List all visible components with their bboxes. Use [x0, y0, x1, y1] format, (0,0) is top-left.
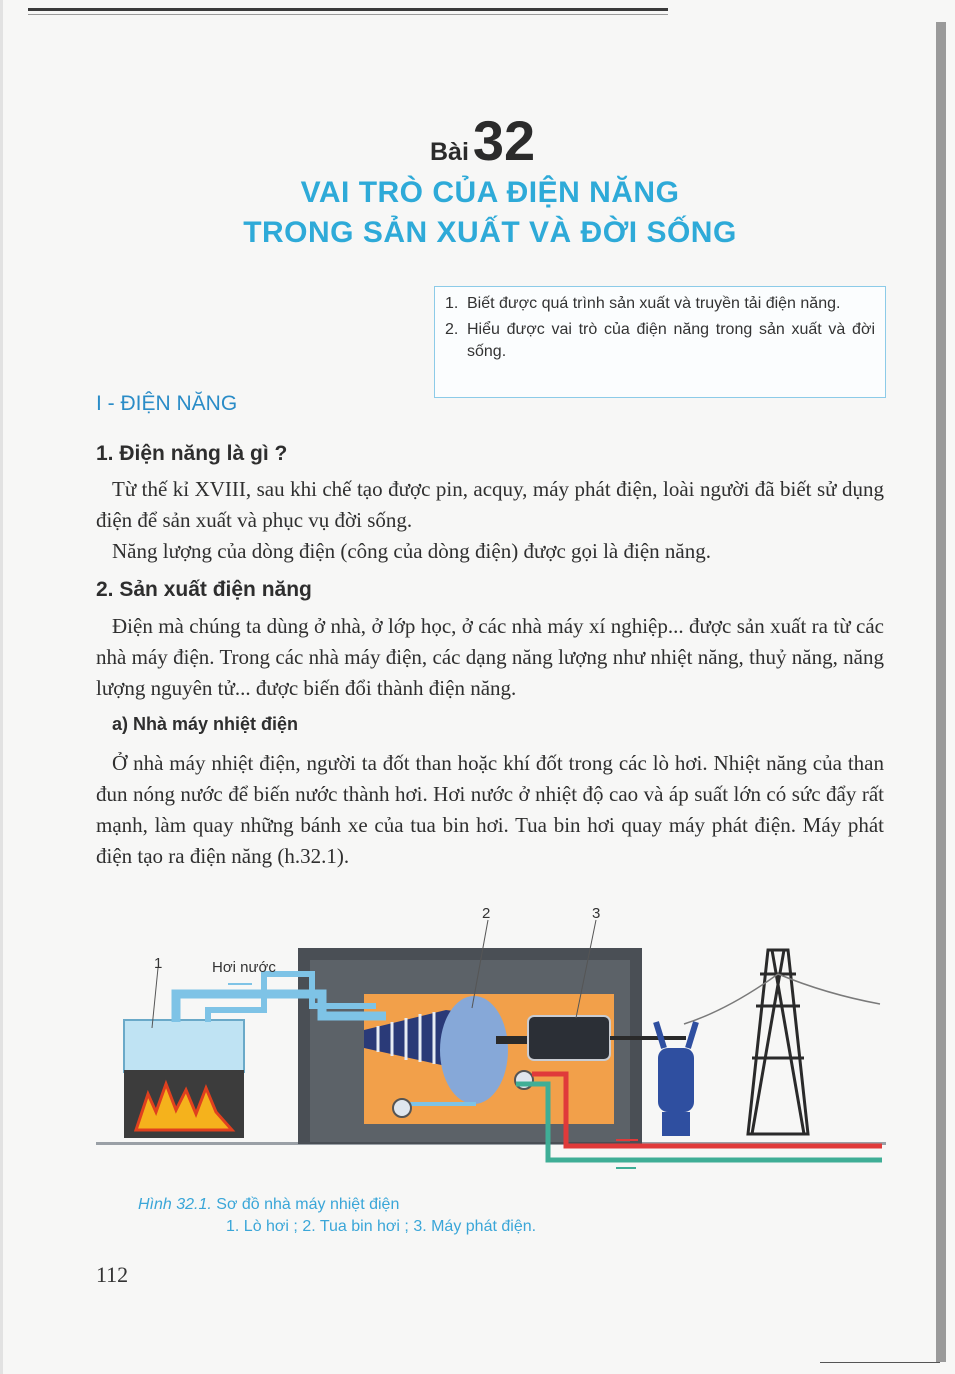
- objective-item: [445, 293, 875, 315]
- thermal-power-plant-diagram: [96, 898, 886, 1188]
- subsection-heading-2: 2. Sản xuất điện năng: [96, 578, 312, 601]
- label-turbine: 2: [482, 905, 491, 922]
- objective-text: Hiểu được vai trò của điện năng trong sản xuất và đời sống.: [467, 321, 875, 360]
- transmission-tower: [748, 950, 808, 1134]
- generator-output-line: [610, 1036, 686, 1040]
- top-rule-thin: [28, 14, 668, 15]
- turbine-rotor-housing: [440, 996, 508, 1104]
- figure-caption-items: 1. Lò hơi ; 2. Tua bin hơi ; 3. Máy phát điện.: [226, 1218, 537, 1235]
- transformer-base: [662, 1112, 690, 1136]
- objective-item: [445, 319, 875, 363]
- lesson-number: 32: [472, 109, 536, 172]
- top-rule: [28, 8, 668, 11]
- paragraph-production: Điện mà chúng ta dùng ở nhà, ở lớp học, ở các nhà máy xí nghiệp... được sản xuất ra từ các nhà máy điện. Trong các nhà máy điện, các dạng năng lượng như nhiệt năng, thuỷ năng, năng lượng nguyên tử... được biến đổi thành điện năng.: [96, 614, 884, 700]
- paragraph-thermal-plant: Ở nhà máy nhiệt điện, người ta đốt than hoặc khí đốt trong các lò hơi. Nhiệt năng của than đun nóng nước để biến nước thành hơi. Hơi nước ở nhiệt độ cao và áp suất lớn có sức đẩy rất mạnh, làm quay những bánh xe của tua bin hơi. Tua bin hơi quay máy phát điện. Máy phát điện tạo ra điện năng (h.32.1).: [96, 751, 884, 868]
- label-boiler: 1: [154, 955, 163, 972]
- figure-caption-text: Sơ đồ nhà máy nhiệt điện: [216, 1196, 400, 1213]
- generator: [528, 1016, 610, 1060]
- objective-text: Biết được quá trình sản xuất và truyền tải điện năng.: [467, 295, 841, 312]
- transformer: [658, 1048, 694, 1112]
- objective-number: 1.: [445, 295, 459, 312]
- section-heading: I - ĐIỆN NĂNG: [96, 392, 238, 415]
- lesson-title-line1: VAI TRÒ CỦA ĐIỆN NĂNG: [300, 176, 680, 209]
- lesson-word: Bài: [430, 138, 469, 166]
- page-number: 112: [96, 1262, 129, 1287]
- page-left-edge: [0, 0, 3, 1374]
- paragraph-history: Từ thế kỉ XVIII, sau khi chế tạo được pin, acquy, máy phát điện, loài người đã biết sử dụng điện để sản xuất và phục vụ đời sống.: [96, 477, 884, 532]
- paragraph-definition: Năng lượng của dòng điện (công của dòng điện) được gọi là điện năng.: [112, 539, 711, 563]
- page-right-edge: [936, 22, 946, 1362]
- figure-caption-title: Hình 32.1.: [138, 1196, 212, 1213]
- lesson-label: [430, 108, 535, 173]
- objectives-box: [434, 286, 886, 398]
- label-generator: 3: [592, 905, 601, 922]
- subsection-heading-a: a) Nhà máy nhiệt điện: [112, 714, 299, 734]
- label-steam: Hơi nước: [212, 959, 276, 976]
- objective-number: 2.: [445, 321, 459, 338]
- boiler-water: [124, 1020, 244, 1072]
- lesson-title-line2: TRONG SẢN XUẤT VÀ ĐỜI SỐNG: [243, 216, 737, 249]
- pump-1: [393, 1099, 411, 1117]
- transformer-insulators: [656, 1022, 696, 1048]
- subsection-heading-1: 1. Điện năng là gì ?: [96, 442, 288, 465]
- figure-caption: [138, 1196, 399, 1214]
- bottom-rule: [820, 1362, 940, 1363]
